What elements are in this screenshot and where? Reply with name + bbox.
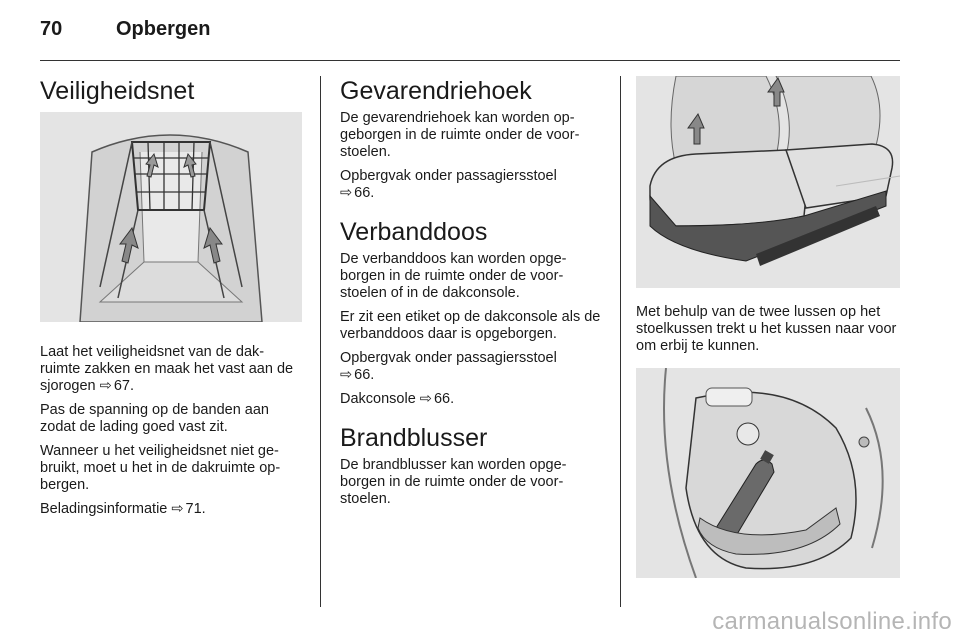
header-rule	[40, 60, 900, 61]
paragraph-first-aid-ref: Opbergvak onder passagiersstoel ⇨ 66.	[340, 350, 557, 383]
cargo-net-illustration	[40, 112, 302, 322]
paragraph-lower-net: Laat het veiligheidsnet van de dak-ruimte zakken en maak het vast aan de sjorogen ⇨ 67.	[40, 344, 294, 394]
paragraph-triangle-ref: Opbergvak onder passagiersstoel ⇨ 66.	[340, 168, 557, 201]
column-seat-storage	[636, 76, 902, 578]
paragraph-first-aid: De verbanddoos kan worden opge-borgen in de ruimte onder de voor-stoelen of in de dakconsole.	[340, 251, 567, 301]
column-divider-2	[620, 76, 621, 607]
caption-seat-cushion: Met behulp van de twee lussen op het stoelkussen trekt u het kussen naar voor om erbij te kunnen.	[636, 304, 897, 354]
heading-first-aid: Verbanddoos	[340, 218, 488, 246]
section-title: Opbergen	[116, 18, 211, 40]
column-triangle-kit-extinguisher	[340, 76, 606, 515]
extinguisher-illustration	[636, 368, 900, 578]
arrow-reference-icon: ⇨	[419, 391, 432, 407]
paragraph-tension: Pas de spanning op de banden aan zodat de lading goed vast zit.	[40, 402, 269, 435]
page-ref[interactable]: 66.	[354, 367, 375, 383]
page-ref[interactable]: 66.	[433, 391, 455, 407]
paragraph-extinguisher: De brandblusser kan worden opge-borgen in de ruimte onder de voor-stoelen.	[340, 457, 567, 507]
page-ref[interactable]: 66.	[354, 185, 375, 201]
paragraph-roof-label: Er zit een etiket op de dakconsole als de verbanddoos daar is opgeborgen.	[340, 309, 601, 342]
page-ref[interactable]: 71.	[185, 501, 206, 517]
figure-safety-net	[40, 112, 302, 322]
heading-warning-triangle: Gevarendriehoek	[340, 77, 532, 105]
page-ref[interactable]: 67.	[113, 378, 134, 394]
heading-extinguisher: Brandblusser	[340, 424, 488, 452]
column-safety-net	[40, 76, 302, 525]
figure-extinguisher	[636, 368, 900, 578]
paragraph-triangle: De gevarendriehoek kan worden op-geborgen in de ruimte onder de voor-stoelen.	[340, 110, 580, 160]
heading-safety-net: Veiligheidsnet	[40, 77, 195, 105]
column-divider-1	[320, 76, 321, 607]
arrow-reference-icon: ⇨	[99, 378, 112, 394]
paragraph-loading-info: Beladingsinformatie ⇨ 71.	[40, 501, 206, 517]
paragraph-roof-console-ref: Dakconsole ⇨ 66.	[340, 391, 455, 407]
seat-storage-illustration	[636, 76, 900, 288]
arrow-reference-icon: ⇨	[171, 501, 184, 517]
watermark: carmanualsonline.info	[712, 608, 952, 635]
arrow-reference-icon: ⇨	[340, 185, 353, 201]
paragraph-storage: Wanneer u het veiligheidsnet niet ge-bruikt, moet u het in de dakruimte op-bergen.	[40, 443, 281, 493]
arrow-reference-icon: ⇨	[340, 367, 353, 383]
page-number: 70	[40, 18, 63, 40]
figure-seat-cushion	[636, 76, 900, 288]
